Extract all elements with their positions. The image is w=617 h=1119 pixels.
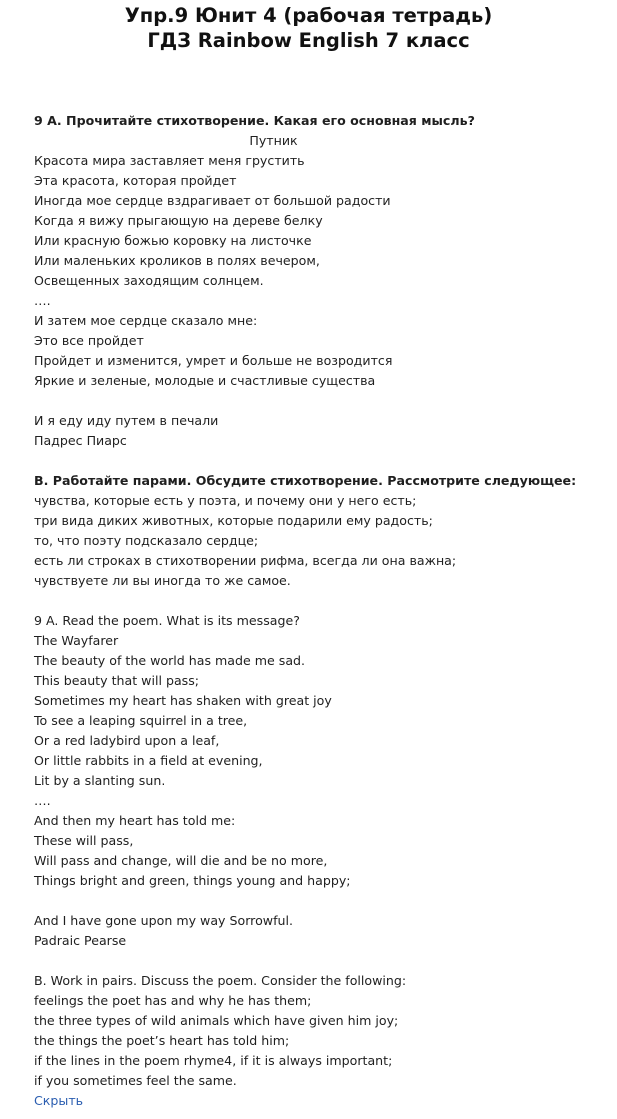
en-poem-line: This beauty that will pass; xyxy=(34,673,200,688)
ru-task-b-item: то, что поэту подсказало сердце; xyxy=(34,533,259,548)
spacer xyxy=(34,891,609,911)
ru-poem-line: Когда я вижу прыгающую на дереве белку xyxy=(34,213,323,228)
ru-task-b-heading: В. Работайте парами. Обсудите стихотворение. Рассмотрите следующее: xyxy=(34,473,577,488)
en-poem-ellipsis: …. xyxy=(34,793,51,808)
en-poem-line: The beauty of the world has made me sad. xyxy=(34,653,306,668)
en-poem-line: And I have gone upon my way Sorrowful. xyxy=(34,913,293,928)
page-title-line-2: ГДЗ Rainbow English 7 класс xyxy=(147,29,470,52)
en-poem-line: Sometimes my heart has shaken with great joy xyxy=(34,693,332,708)
en-poem-line: To see a leaping squirrel in a tree, xyxy=(34,713,248,728)
ru-poem-line: Пройдет и изменится, умрет и больше не возродится xyxy=(34,353,393,368)
ru-poem-line: И я еду иду путем в печали xyxy=(34,413,219,428)
ru-poem-line: Освещенных заходящим солнцем. xyxy=(34,273,264,288)
en-task-b-item: if you sometimes feel the same. xyxy=(34,1073,237,1088)
ru-task-a-heading: 9 А. Прочитайте стихотворение. Какая его основная мысль? xyxy=(34,113,475,128)
ru-poem-title: Путник xyxy=(249,133,298,148)
ru-poem-line: Иногда мое сердце вздрагивает от большой радости xyxy=(34,193,391,208)
en-poem-line: Things bright and green, things young and happy; xyxy=(34,873,351,888)
ru-poem-line: Или маленьких кроликов в полях вечером, xyxy=(34,253,320,268)
spacer xyxy=(34,951,609,971)
ru-task-b-item: три вида диких животных, которые подарили ему радость; xyxy=(34,513,433,528)
en-task-b-item: the things the poet’s heart has told him; xyxy=(34,1033,290,1048)
ru-poem-author: Падрес Пиарс xyxy=(34,433,127,448)
en-poem-line: Or little rabbits in a field at evening, xyxy=(34,753,263,768)
ru-task-b-item: есть ли строках в стихотворении рифма, всегда ли она важна; xyxy=(34,553,457,568)
spacer xyxy=(34,391,609,411)
answer-content xyxy=(34,111,609,1111)
en-task-b-item: feelings the poet has and why he has them; xyxy=(34,993,312,1008)
en-poem-author: Padraic Pearse xyxy=(34,933,127,948)
ru-poem-ellipsis: …. xyxy=(34,293,51,308)
hide-link[interactable]: Скрыть xyxy=(34,1093,84,1108)
en-task-b-heading: B. Work in pairs. Discuss the poem. Consider the following: xyxy=(34,973,407,988)
ru-poem-line: Красота мира заставляет меня грустить xyxy=(34,153,305,168)
en-task-b-item: if the lines in the poem rhyme4, if it is always important; xyxy=(34,1053,393,1068)
en-poem-line: Will pass and change, will die and be no more, xyxy=(34,853,328,868)
en-task-a-heading: 9 A. Read the poem. What is its message? xyxy=(34,613,300,628)
spacer xyxy=(34,591,609,611)
ru-poem-line: Эта красота, которая пройдет xyxy=(34,173,237,188)
page-title xyxy=(0,3,617,53)
en-poem-line: Lit by a slanting sun. xyxy=(34,773,166,788)
spacer xyxy=(34,451,609,471)
ru-poem-line: И затем мое сердце сказало мне: xyxy=(34,313,258,328)
ru-poem-line: Или красную божью коровку на листочке xyxy=(34,233,312,248)
en-poem-title: The Wayfarer xyxy=(34,633,119,648)
en-poem-line: Or a red ladybird upon a leaf, xyxy=(34,733,220,748)
ru-task-b-item: чувствуете ли вы иногда то же самое. xyxy=(34,573,291,588)
ru-poem-line: Яркие и зеленые, молодые и счастливые существа xyxy=(34,373,376,388)
en-task-b-item: the three types of wild animals which have given him joy; xyxy=(34,1013,399,1028)
ru-task-b-item: чувства, которые есть у поэта, и почему они у него есть; xyxy=(34,493,417,508)
en-poem-line: These will pass, xyxy=(34,833,134,848)
ru-poem-line: Это все пройдет xyxy=(34,333,144,348)
page-title-line-1: Упр.9 Юнит 4 (рабочая тетрадь) xyxy=(124,4,493,27)
en-poem-line: And then my heart has told me: xyxy=(34,813,236,828)
